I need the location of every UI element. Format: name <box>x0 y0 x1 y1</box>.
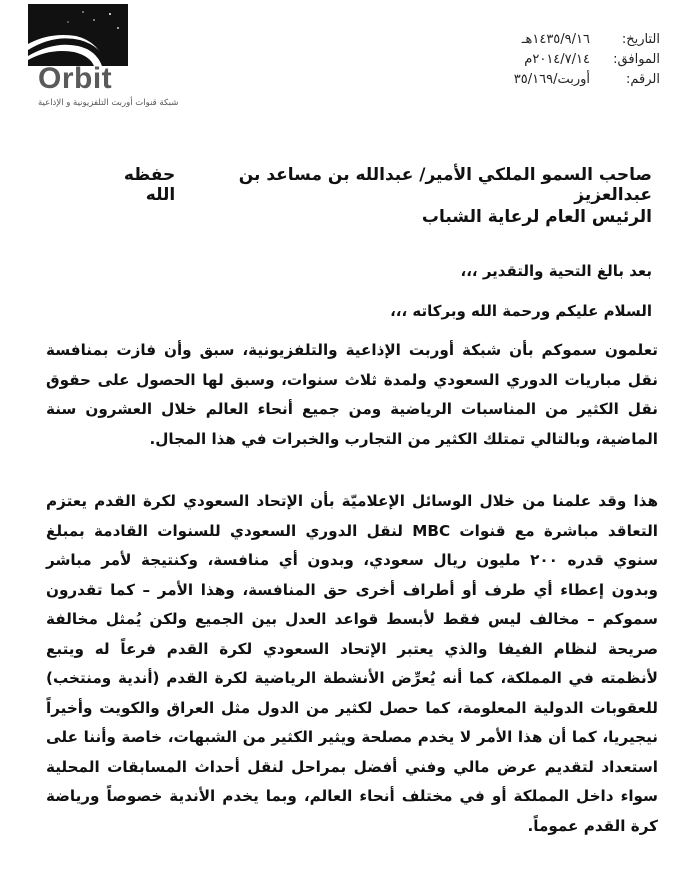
recipient-title: الرئيس العام لرعاية الشباب <box>421 207 652 227</box>
recipient-block <box>92 165 652 207</box>
meta-label: التاريخ: <box>621 32 660 47</box>
logo-wordmark: Orbit <box>38 62 113 95</box>
orbit-logo <box>28 4 238 116</box>
meta-label: الموافق: <box>613 52 660 67</box>
meta-gregorian-row <box>420 52 660 72</box>
meta-date-hijri: ١٤٣٥/٩/١٦هـ <box>521 32 590 47</box>
meta-number-row <box>420 72 660 92</box>
paragraph-text: تعلمون سموكم بأن شبكة أوربت الإذاعية والتلفزيونية، سبق وأن فازت بمنافسة نقل مباريات الدوري السعودي ولمدة ثلاث سنوات، وسبق لها الحصول على حقوق نقل الكثير من المناسبات الرياضية ومن جميع أنحاء العالم خلال العشرون سنة الماضية، وبالتالي تمتلك الكثير من التجارب والخبرات في هذا المجال. <box>46 341 658 448</box>
recipient-name: صاحب السمو الملكي الأمير/ عبدالله بن مساعد بن عبدالعزيز <box>238 165 652 205</box>
paragraph-text: هذا وقد علمنا من خلال الوسائل الإعلاميّة بأن الإتحاد السعودي لكرة القدم يعتزم التعاقد مباشرة مع قنوات MBC لنقل الدوري السعودي للسنوات القادمة بمبلغ سنوي قدره ٢٠٠ مليون ريال سعودي، وبدون أي منافسة، وكنتيجة لأمر مباشر وبدون إعطاء أي طرف أو أطراف أخرى حق المنافسة، وهذا الأمر – كما تقدرون سموكم – مخالف ليس فقط لأبسط قواعد العدل بين الجميع ولكن يُمثل مخالفة صريحة لنظام الفيفا والذي يعتبر الإتحاد السعودي لكرة القدم فرعاً له ويتبع لأنظمته في المملكة، كما أنه يُعرِّض الأنشطة الرياضية لكرة القدم (أندية ومنتخب) للعقوبات الدولية المعلومة، كما حصل لكثير من الدول مثل العراق والكويت وأخيراً نيجيريا، كما أن هذا الأمر لا يخدم مصلحة ويثير الكثير من الشبهات، خاصة وأننا على استعداد لتقديم عرض مالي وفني أفضل بمراحل لنقل أحداث المسابقات المحلية سواء داخل المملكة أو في مختلف أنحاء العالم، وبما يخدم الأندية خصوصاً ورياضة كرة القدم عموماً. <box>46 492 659 835</box>
orbit-logo-icon <box>28 4 128 66</box>
meta-date-gregorian: ٢٠١٤/٧/١٤م <box>524 52 590 67</box>
logo-subtitle: شبكة قنوات أوربت التلفزيونية و الإذاعية <box>38 98 179 108</box>
recipient-honorific: حفظه الله <box>123 165 176 205</box>
body-paragraph-2 <box>46 487 658 841</box>
meta-label: الرقم: <box>626 72 660 87</box>
meta-date-row <box>420 32 660 52</box>
body-paragraph-1 <box>46 336 658 454</box>
letter-meta <box>420 32 660 92</box>
greeting-line: بعد بالغ التحية والتقدير ،،، <box>460 262 652 280</box>
meta-reference-number: أوربت/٣٥/١٦٩ <box>513 72 590 87</box>
salutation-line: السلام عليكم ورحمة الله وبركاته ،،، <box>390 302 652 320</box>
recipient-line <box>92 165 652 207</box>
